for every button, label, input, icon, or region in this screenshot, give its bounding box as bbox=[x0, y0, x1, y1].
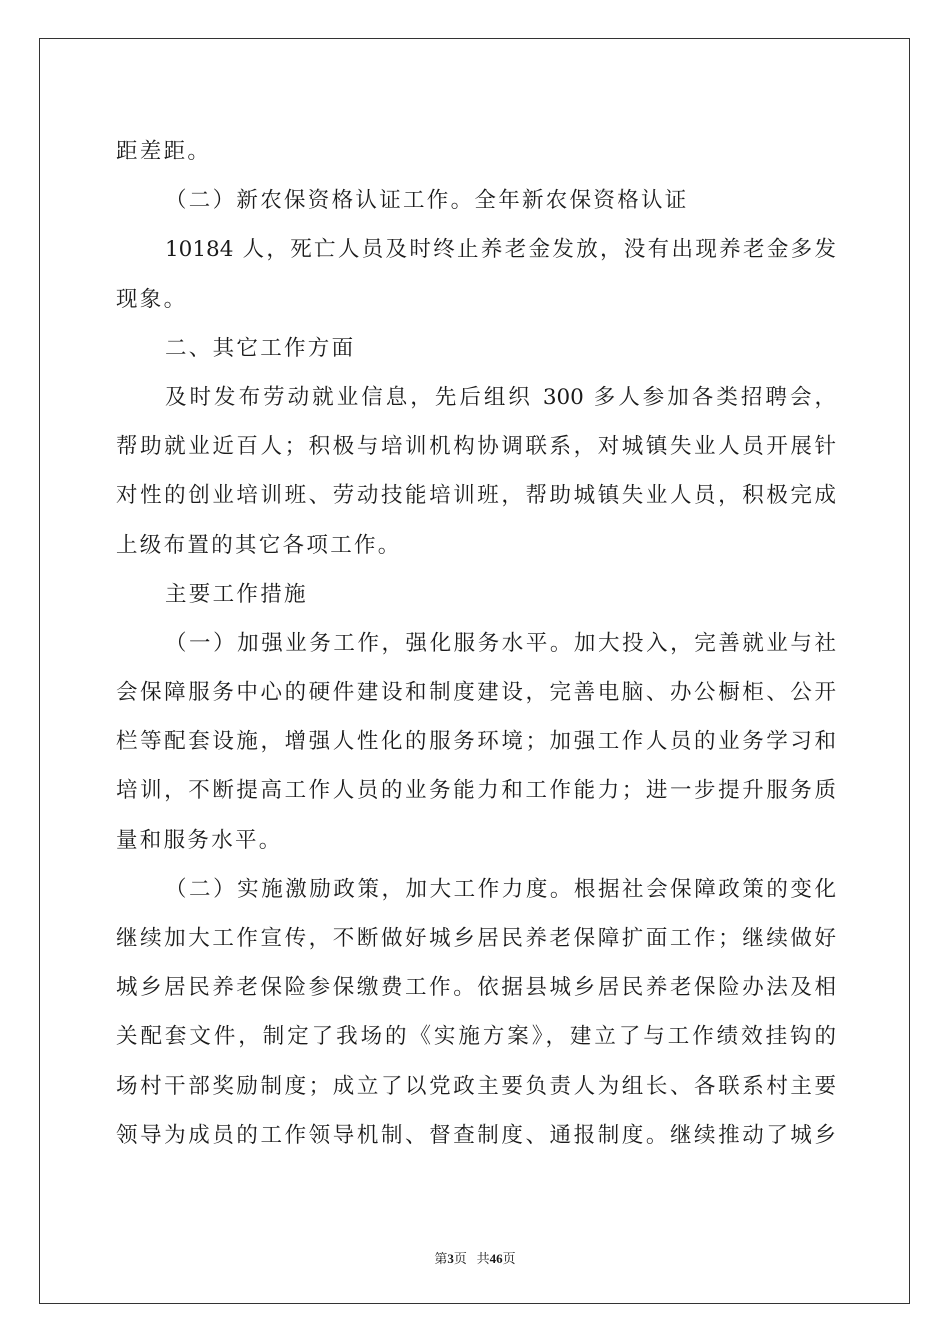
text-line: 关配套文件，制定了我场的《实施方案》，建立了与工作绩效挂钩的 bbox=[116, 1024, 836, 1050]
current-page-number: 3 bbox=[447, 1251, 454, 1266]
text-line: 对性的创业培训班、劳动技能培训班，帮助城镇失业人员，积极完成 bbox=[116, 483, 836, 509]
text-line: 量和服务水平。 bbox=[116, 827, 283, 853]
text-line: 场村干部奖励制度；成立了以党政主要负责人为组长、各联系村主要 bbox=[116, 1073, 836, 1099]
footer-total-suffix: 页 bbox=[502, 1251, 516, 1266]
text-line: 及时发布劳动就业信息，先后组织 300 多人参加各类招聘会， bbox=[165, 384, 836, 410]
text-line: 二、其它工作方面 bbox=[165, 335, 356, 361]
text-line: 帮助就业近百人；积极与培训机构协调联系，对城镇失业人员开展针 bbox=[116, 434, 836, 460]
text-line: 主要工作措施 bbox=[165, 581, 308, 607]
total-pages-number: 46 bbox=[489, 1251, 503, 1266]
text-line: （二）新农保资格认证工作。全年新农保资格认证 bbox=[165, 188, 689, 214]
text-line: 城乡居民养老保险参保缴费工作。依据县城乡居民养老保险办法及相 bbox=[116, 975, 836, 1001]
text-line: 培训，不断提高工作人员的业务能力和工作能力；进一步提升服务质 bbox=[116, 778, 836, 804]
text-line: 领导为成员的工作领导机制、督查制度、通报制度。继续推动了城乡 bbox=[116, 1122, 836, 1148]
text-line: 会保障服务中心的硬件建设和制度建设，完善电脑、办公橱柜、公开 bbox=[116, 680, 836, 706]
text-line: （一）加强业务工作，强化服务水平。加大投入，完善就业与社 bbox=[165, 630, 836, 656]
page-footer bbox=[0, 1248, 950, 1267]
text-line: （二）实施激励政策，加大工作力度。根据社会保障政策的变化 bbox=[165, 876, 836, 902]
text-line: 距差距。 bbox=[116, 139, 212, 164]
text-line: 继续加大工作宣传，不断做好城乡居民养老保障扩面工作；继续做好 bbox=[116, 926, 836, 951]
footer-total-prefix: 共 bbox=[476, 1251, 490, 1266]
footer-gap bbox=[467, 1251, 477, 1266]
footer-prefix: 第 bbox=[434, 1251, 448, 1266]
text-line: 栏等配套设施，增强人性化的服务环境；加强工作人员的业务学习和 bbox=[116, 729, 836, 755]
text-line: 10184 人，死亡人员及时终止养老金发放，没有出现养老金多发 bbox=[165, 237, 836, 263]
document-body bbox=[116, 127, 836, 1160]
text-line: 现象。 bbox=[116, 286, 188, 312]
text-line: 上级布置的其它各项工作。 bbox=[116, 532, 402, 558]
footer-page-word: 页 bbox=[453, 1251, 467, 1266]
